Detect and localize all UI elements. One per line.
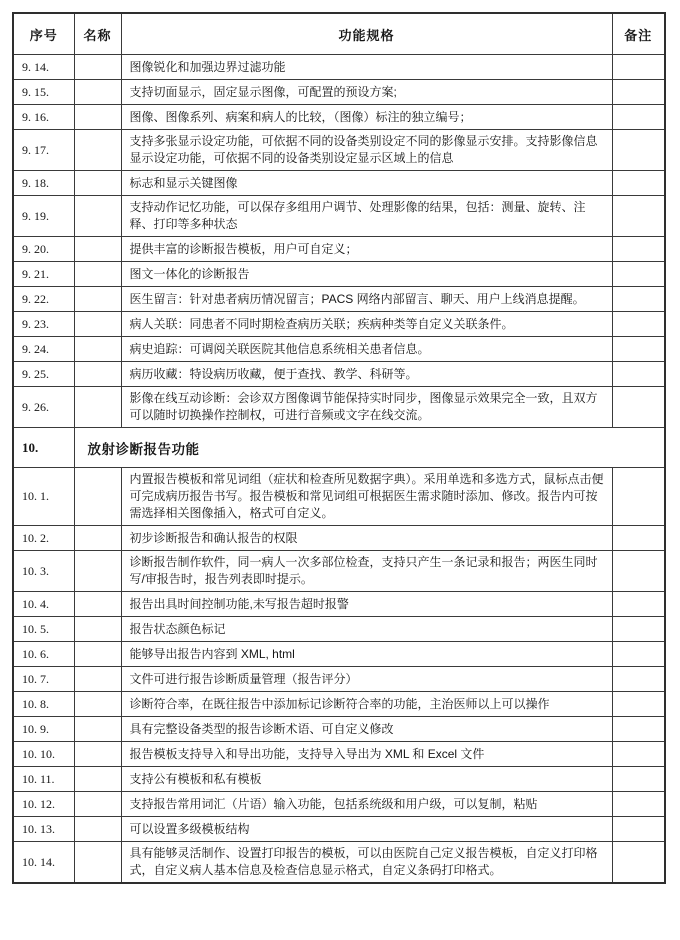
name-cell [74,362,121,387]
remark-cell [612,792,665,817]
name-cell [74,196,121,237]
remark-cell [612,526,665,551]
remark-cell [612,842,665,884]
row-number-cell: 10. 8. [13,692,74,717]
table-row [13,312,665,337]
table-row [13,80,665,105]
name-cell [74,105,121,130]
table-row [13,742,665,767]
remark-cell [612,312,665,337]
remark-cell [612,742,665,767]
name-cell [74,592,121,617]
table-row [13,667,665,692]
name-cell [74,337,121,362]
table-row [13,55,665,80]
row-number-cell: 9. 23. [13,312,74,337]
spec-cell: 报告状态颜色标记 [121,617,612,642]
name-cell [74,287,121,312]
remark-cell [612,667,665,692]
name-cell [74,742,121,767]
remark-cell [612,237,665,262]
spec-cell: 支持报告常用词汇（片语）输入功能，包括系统级和用户级，可以复制，粘贴 [121,792,612,817]
table-row [13,287,665,312]
spec-cell: 具有能够灵活制作、设置打印报告的模板，可以由医院自己定义报告模板，自定义打印格式，自定义病人基本信息及检查信息显示格式，自定义条码打印格式。 [121,842,612,884]
table-row [13,196,665,237]
spec-cell: 能够导出报告内容到 XML, html [121,642,612,667]
table-row [13,468,665,526]
name-cell [74,80,121,105]
row-number-cell: 9. 21. [13,262,74,287]
spec-cell: 支持公有模板和私有模板 [121,767,612,792]
row-number-cell: 9. 17. [13,130,74,171]
remark-cell [612,55,665,80]
spec-cell: 内置报告模板和常见词组（症状和检查所见数据字典）。采用单选和多选方式，鼠标点击便可完成病历报告书写。报告模板和常见词组可根据医生需求随时添加、修改。报告内可按需选择相关图像插入，格式可自定义。 [121,468,612,526]
remark-cell [612,130,665,171]
header-row [13,13,665,55]
spec-cell: 诊断符合率，在既往报告中添加标记诊断符合率的功能，主治医师以上可以操作 [121,692,612,717]
name-cell [74,692,121,717]
spec-cell: 提供丰富的诊断报告模板，用户可自定义； [121,237,612,262]
row-number-cell: 10. 13. [13,817,74,842]
table-row [13,767,665,792]
spec-cell: 图像锐化和加强边界过滤功能 [121,55,612,80]
name-cell [74,171,121,196]
remark-cell [612,287,665,312]
spec-cell: 病人关联：同患者不同时期检查病历关联；疾病种类等自定义关联条件。 [121,312,612,337]
table-row [13,617,665,642]
spec-cell: 支持多张显示设定功能，可依据不同的设备类别设定不同的影像显示安排。支持影像信息显示设定功能，可依据不同的设备类别设定显示区域上的信息 [121,130,612,171]
remark-cell [612,592,665,617]
row-number-cell: 10. 4. [13,592,74,617]
row-number-cell: 9. 26. [13,387,74,428]
table-row [13,262,665,287]
spec-cell: 报告出具时间控制功能,未写报告超时报警 [121,592,612,617]
table-row [13,842,665,884]
row-number-cell: 9. 25. [13,362,74,387]
table-row [13,526,665,551]
name-cell [74,717,121,742]
table-row [13,130,665,171]
table-row [13,817,665,842]
remark-cell [612,80,665,105]
remark-cell [612,387,665,428]
spec-cell: 图像、图像系列、病案和病人的比较，（图像）标注的独立编号； [121,105,612,130]
table-row [13,642,665,667]
table-row [13,387,665,428]
spec-cell: 文件可进行报告诊断质量管理（报告评分） [121,667,612,692]
spec-cell: 支持动作记忆功能，可以保存多组用户调节、处理影像的结果，包括：测量、旋转、注释、打印等多种状态 [121,196,612,237]
row-number-cell: 10. 11. [13,767,74,792]
row-number-cell: 10. 7. [13,667,74,692]
remark-cell [612,262,665,287]
row-number-cell: 10. 9. [13,717,74,742]
row-number-cell: 10. 3. [13,551,74,592]
remark-cell [612,105,665,130]
name-cell [74,767,121,792]
table-row [13,592,665,617]
remark-cell [612,468,665,526]
row-number-cell: 10. 14. [13,842,74,884]
remark-cell [612,196,665,237]
table-row [13,105,665,130]
spec-table [12,12,666,884]
col-header-remark: 备注 [612,13,665,55]
table-row [13,692,665,717]
col-header-spec: 功能规格 [121,13,612,55]
remark-cell [612,642,665,667]
row-number-cell: 9. 19. [13,196,74,237]
col-header-no: 序号 [13,13,74,55]
col-header-name: 名称 [74,13,121,55]
remark-cell [612,817,665,842]
name-cell [74,468,121,526]
name-cell [74,842,121,884]
remark-cell [612,767,665,792]
row-number-cell: 9. 16. [13,105,74,130]
spec-cell: 影像在线互动诊断：会诊双方图像调节能保持实时同步，图像显示效果完全一致，且双方可以随时切换操作控制权，可进行音频或文字在线交流。 [121,387,612,428]
table-row [13,717,665,742]
remark-cell [612,362,665,387]
name-cell [74,55,121,80]
spec-cell: 病历收藏：特设病历收藏，便于查找、教学、科研等。 [121,362,612,387]
remark-cell [612,692,665,717]
name-cell [74,617,121,642]
name-cell [74,312,121,337]
remark-cell [612,551,665,592]
spec-table-header [13,13,665,55]
table-row [13,792,665,817]
row-number-cell: 10. 6. [13,642,74,667]
name-cell [74,237,121,262]
spec-cell: 报告模板支持导入和导出功能，支持导入导出为 XML 和 Excel 文件 [121,742,612,767]
name-cell [74,817,121,842]
spec-table-body [13,55,665,884]
row-number-cell: 10. 2. [13,526,74,551]
table-row [13,171,665,196]
remark-cell [612,337,665,362]
name-cell [74,792,121,817]
spec-cell: 初步诊断报告和确认报告的权限 [121,526,612,551]
spec-cell: 可以设置多级模板结构 [121,817,612,842]
row-number-cell: 10. [13,428,74,468]
table-row [13,362,665,387]
table-row [13,551,665,592]
row-number-cell: 9. 24. [13,337,74,362]
spec-cell: 图文一体化的诊断报告 [121,262,612,287]
section-title-cell: 放射诊断报告功能 [74,428,665,468]
spec-cell: 诊断报告制作软件，同一病人一次多部位检查，支持只产生一条记录和报告；两医生同时写/审报告时，报告列表即时提示。 [121,551,612,592]
row-number-cell: 9. 20. [13,237,74,262]
row-number-cell: 9. 18. [13,171,74,196]
name-cell [74,262,121,287]
table-row [13,337,665,362]
spec-cell: 标志和显示关键图像 [121,171,612,196]
name-cell [74,667,121,692]
row-number-cell: 9. 15. [13,80,74,105]
section-row [13,428,665,468]
row-number-cell: 10. 12. [13,792,74,817]
spec-cell: 支持切面显示，固定显示图像，可配置的预设方案; [121,80,612,105]
row-number-cell: 10. 10. [13,742,74,767]
name-cell [74,642,121,667]
name-cell [74,130,121,171]
name-cell [74,387,121,428]
spec-cell: 具有完整设备类型的报告诊断术语、可自定义修改 [121,717,612,742]
table-row [13,237,665,262]
spec-cell: 病史追踪：可调阅关联医院其他信息系统相关患者信息。 [121,337,612,362]
name-cell [74,526,121,551]
spec-cell: 医生留言：针对患者病历情况留言；PACS 网络内部留言、聊天、用户上线消息提醒。 [121,287,612,312]
row-number-cell: 9. 14. [13,55,74,80]
remark-cell [612,717,665,742]
name-cell [74,551,121,592]
row-number-cell: 10. 1. [13,468,74,526]
remark-cell [612,171,665,196]
row-number-cell: 9. 22. [13,287,74,312]
row-number-cell: 10. 5. [13,617,74,642]
remark-cell [612,617,665,642]
